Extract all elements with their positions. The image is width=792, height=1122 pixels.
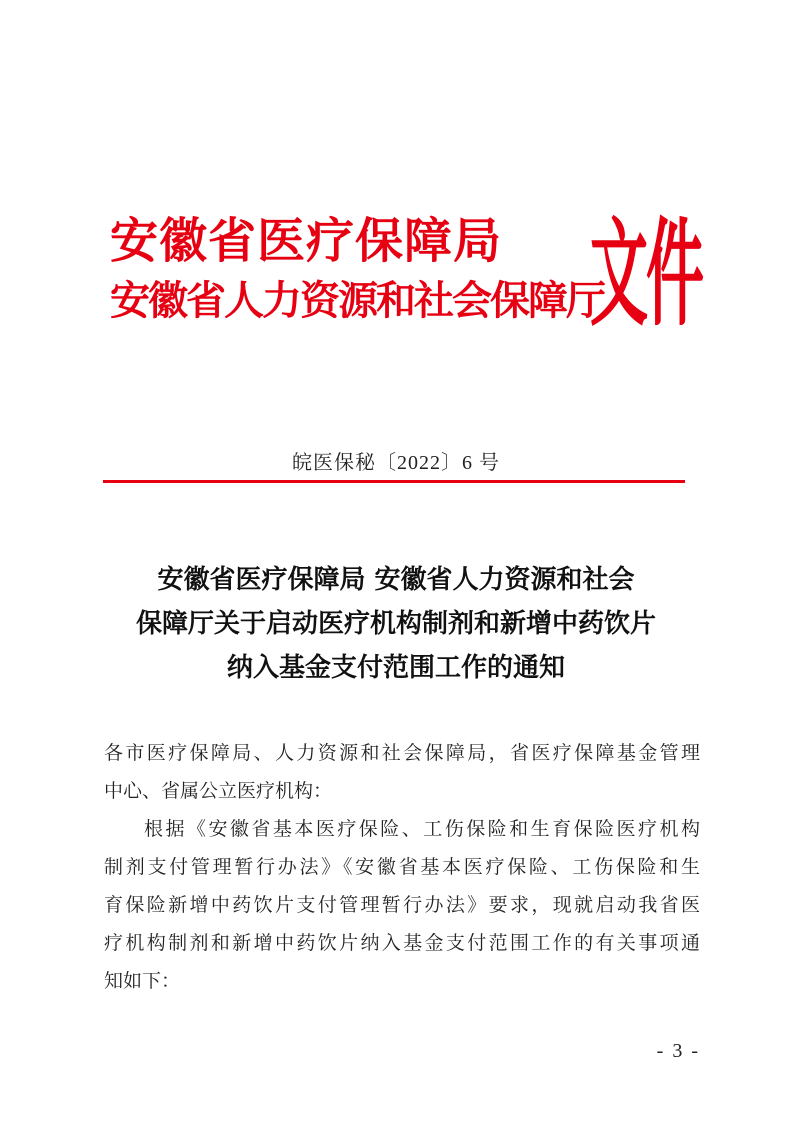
red-divider-line (103, 480, 685, 483)
header-suffix (590, 206, 703, 342)
issuer-human-resources-department: 安徽省人力资源和社会保障厅 (110, 277, 604, 324)
red-header (110, 205, 703, 350)
title-line: 保障厅关于启动医疗机构制剂和新增中药饮片 (135, 609, 656, 639)
page-number: - 3 - (656, 1040, 700, 1062)
header-suffix-text: 文件 (590, 206, 703, 342)
paragraph-line: 育保险新增中药饮片支付管理暂行办法》要求，现就启动我省医 (104, 894, 700, 916)
document-title (90, 558, 702, 690)
title-line: 安徽省医疗保障局 安徽省人力资源和社会 (157, 565, 635, 595)
title-line: 纳入基金支付范围工作的通知 (226, 653, 565, 683)
paragraph-line: 制剂支付管理暂行办法》《安徽省基本医疗保险、工伤保险和生 (104, 856, 700, 878)
addressee-line: 中心、省属公立医疗机构： (104, 780, 333, 802)
document-body (104, 734, 700, 1000)
addressee-line: 各市医疗保障局、人力资源和社会保障局，省医疗保障基金管理 (104, 742, 700, 764)
paragraph-line: 知如下： (104, 970, 181, 992)
document-number: 皖医保秘〔2022〕6 号 (292, 452, 500, 474)
issuer-medical-security-bureau: 安徽省医疗保障局 (110, 213, 503, 269)
paragraph-line: 疗机构制剂和新增中药饮片纳入基金支付范围工作的有关事项通 (104, 932, 700, 954)
paragraph-line: 根据《安徽省基本医疗保险、工伤保险和生育保险医疗机构 (144, 818, 700, 840)
